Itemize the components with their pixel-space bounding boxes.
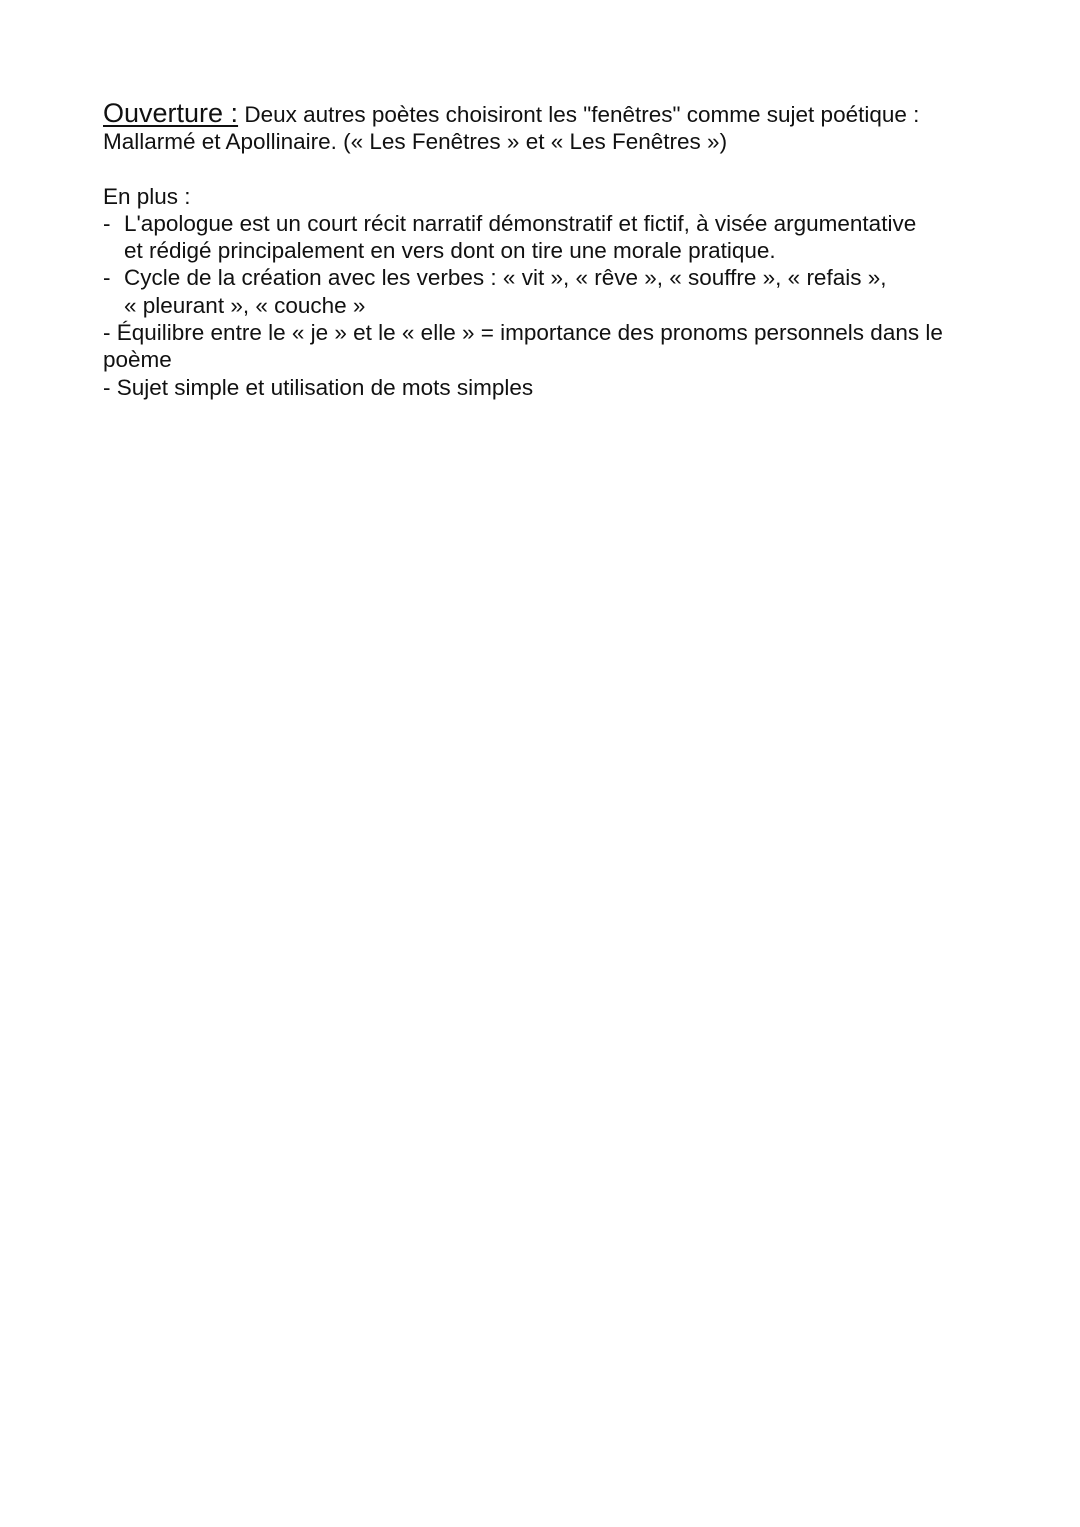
blank-line: [103, 156, 1003, 183]
list-item-equilibre: - Équilibre entre le « je » et le « elle » = importance des pronoms personnels dans le poème: [103, 320, 943, 373]
document-page: [103, 100, 1003, 401]
bullet-item-apologue: [103, 210, 1003, 265]
bullet-text: [124, 264, 1003, 319]
bullet-dash: -: [103, 265, 111, 291]
en-plus-heading: En plus :: [103, 183, 191, 209]
list-item-sujet-simple: - Sujet simple et utilisation de mots simples: [103, 374, 534, 400]
bullet-line: « pleurant », « couche »: [124, 292, 366, 318]
bullet-item-cycle: [103, 264, 1003, 319]
ouverture-line-2: Mallarmé et Apollinaire. (« Les Fenêtres » et « Les Fenêtres »): [103, 129, 728, 155]
bullet-dash: -: [103, 210, 111, 236]
bullet-text: [124, 210, 1003, 265]
bullet-line: L'apologue est un court récit narratif démonstratif et fictif, à visée argumentative: [124, 210, 917, 236]
ouverture-line-1: [103, 100, 1003, 128]
ouverture-label: Ouverture :: [103, 98, 239, 128]
ouverture-text-1: Deux autres poètes choisiront les "fenêtres" comme sujet poétique :: [238, 102, 920, 127]
bullet-line: Cycle de la création avec les verbes : « vit », « rêve », « souffre », « refais »,: [124, 265, 887, 291]
bullet-line: et rédigé principalement en vers dont on tire une morale pratique.: [124, 238, 776, 264]
